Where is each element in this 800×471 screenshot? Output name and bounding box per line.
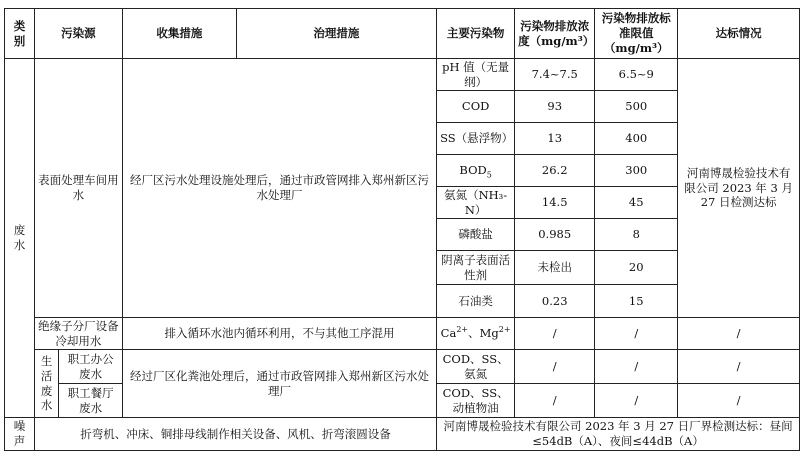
pollutant-conc: / [515,318,595,350]
pollutant-limit: 45 [595,187,678,219]
header-collection: 收集措施 [122,9,236,59]
category-noise: 噪声 [5,418,35,451]
measure-surface-treatment: 经厂区污水处理设施处理后，通过市政管网排入郑州新区污水处理厂 [122,59,436,318]
table-row [5,318,800,350]
table-row [5,59,800,91]
pollutant-conc: 7.4~7.5 [515,59,595,91]
header-main-pollutant: 主要污染物 [437,9,515,59]
pollutant-conc: 0.23 [515,285,595,318]
pollutant-conc: 93 [515,91,595,123]
measure-domestic-wastewater: 经过厂区化粪池处理后，通过市政管网排入郑州新区污水处理厂 [122,350,436,418]
pollutant-name: 磷酸盐 [437,219,515,251]
header-compliance: 达标情况 [678,9,800,59]
pollutant-name: $BOD_5$ [437,155,515,187]
header-concentration: 污染物排放浓度（mg/m³） [515,9,595,59]
domestic-wastewater-group: 生活废水 [34,350,58,418]
header-treatment: 治理措施 [236,9,436,59]
pollutant-conc: 未检出 [515,251,595,285]
pollution-table [4,8,800,451]
pollutant-name: 阴离子表面活性剂 [437,251,515,285]
pollutant-limit: 20 [595,251,678,285]
pollutant-limit: / [595,384,678,418]
pollutant-name: COD [437,91,515,123]
pollutant-name: SS（悬浮物） [437,123,515,155]
pollutant-name: pH 值（无量纲） [437,59,515,91]
header-row [5,9,800,59]
pollutant-limit: 8 [595,219,678,251]
pollutant-conc: / [515,350,595,384]
source-surface-treatment: 表面处理车间用水 [34,59,122,318]
table-row [5,350,800,384]
compliance-canteen-wastewater: / [678,384,800,418]
pollutant-conc: 13 [515,123,595,155]
header-category: 类别 [5,9,35,59]
pollutant-limit: 500 [595,91,678,123]
source-office-wastewater: 职工办公废水 [59,350,123,384]
pollutant-limit: / [595,350,678,384]
pollutant-conc: 0.985 [515,219,595,251]
pollutant-name: 氨氮（NH₃-N） [437,187,515,219]
source-canteen-wastewater: 职工餐厅废水 [59,384,123,418]
compliance-office-wastewater: / [678,350,800,384]
pollutant-name: 石油类 [437,285,515,318]
pollutant-limit: / [595,318,678,350]
header-source: 污染源 [34,9,122,59]
table-row [5,418,800,451]
pollutant-conc: 26.2 [515,155,595,187]
noise-result: 河南博晟检验技术有限公司 2023 年 3 月 27 日厂界检测达标：昼间≤54dB（A）、夜间≤44dB（A） [437,418,800,451]
category-wastewater: 废水 [5,59,35,418]
compliance-cooling-water: / [678,318,800,350]
pollutant-limit: 300 [595,155,678,187]
source-cooling-water: 绝缘子分厂设备冷却用水 [34,318,122,350]
pollutant-name: COD、SS、动植物油 [437,384,515,418]
pollutant-limit: 15 [595,285,678,318]
measure-cooling-water: 排入循环水池内循环利用，不与其他工序混用 [122,318,436,350]
noise-source: 折弯机、冲床、铜排母线制作相关设备、风机、折弯滚圆设备 [34,418,436,451]
pollutant-conc: 14.5 [515,187,595,219]
header-limit: 污染物排放标准限值（mg/m³） [595,9,678,59]
pollutant-limit: 6.5~9 [595,59,678,91]
pollutant-name: COD、SS、氨氮 [437,350,515,384]
pollutant-name: $Ca^{2+}$、$Mg^{2+}$ [437,318,515,350]
compliance-surface-treatment: 河南博晟检验技术有限公司 2023 年 3 月 27 日检测达标 [678,59,800,318]
pollutant-limit: 400 [595,123,678,155]
pollutant-conc: / [515,384,595,418]
